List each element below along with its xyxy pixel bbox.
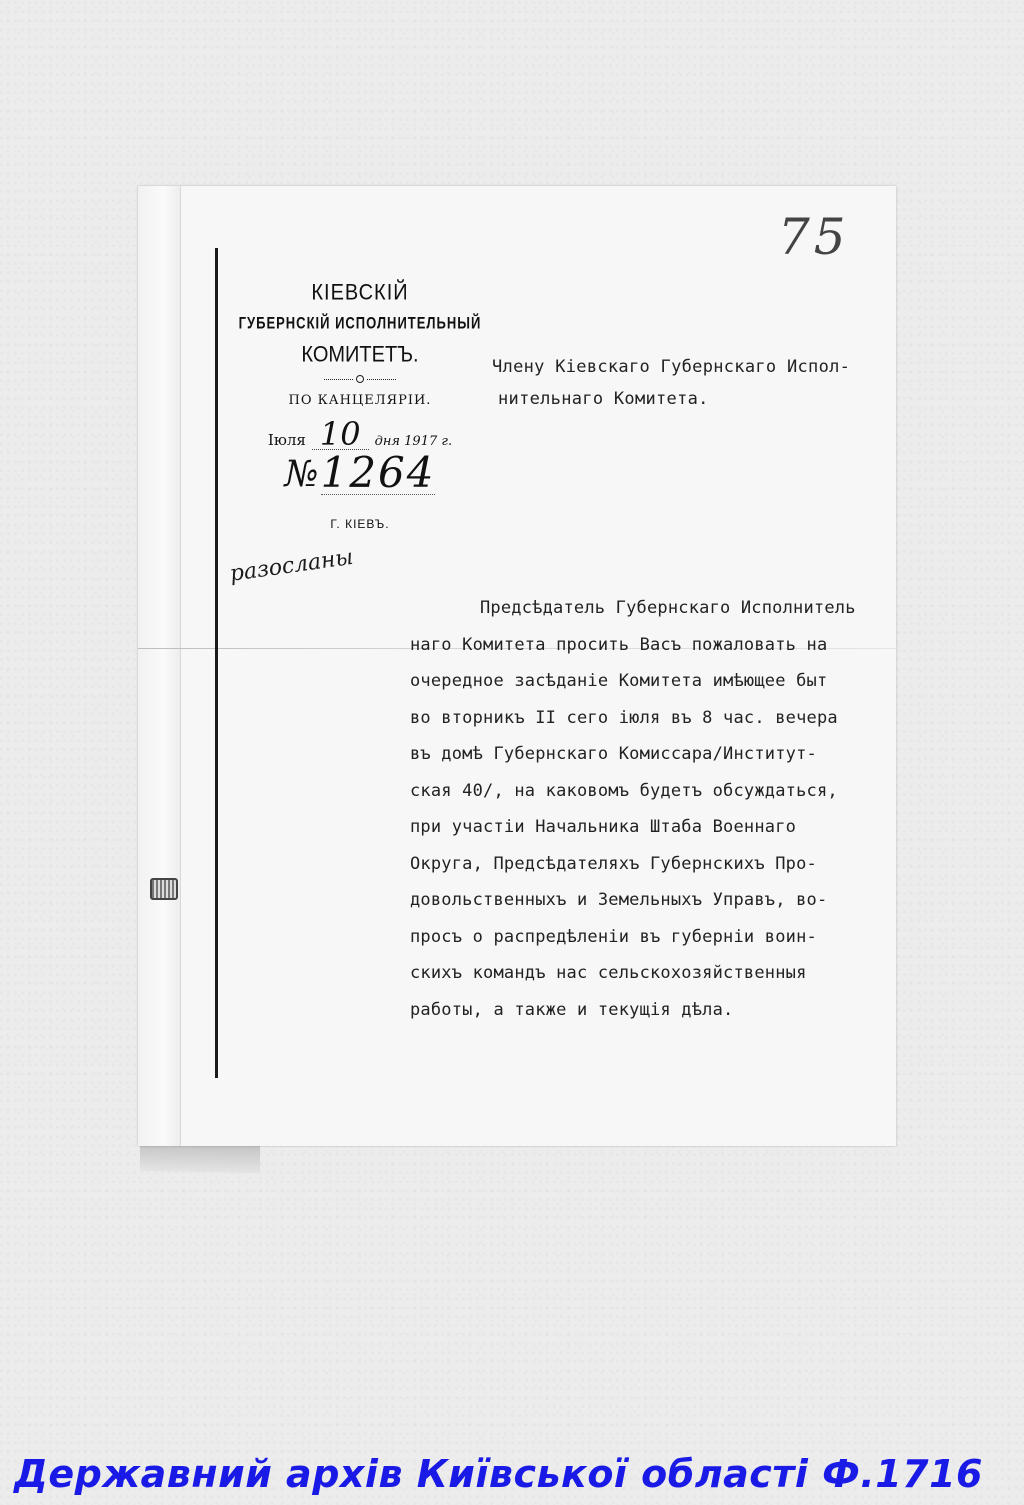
letterhead-department: ПО КАНЦЕЛЯРІИ. — [288, 393, 432, 408]
body-line: во вторникъ II сего іюля въ 8 час. вечера — [410, 707, 838, 728]
letterhead-title: КІЕВСКІЙ — [311, 280, 409, 306]
binding-fold — [138, 186, 181, 1146]
letterhead-date — [230, 415, 490, 453]
letterhead-number — [230, 447, 490, 497]
date-day: 10 — [312, 420, 369, 450]
addressee-line: Члену Кіевскаго Губернскаго Испол- — [492, 357, 851, 377]
body-line: Округа, Предсѣдателяхъ Губернскихъ Про- — [410, 853, 817, 874]
body-line: при участіи Начальника Штаба Военнаго — [410, 817, 797, 837]
number-sign: № — [284, 453, 319, 495]
letterhead — [230, 282, 490, 531]
body-line: ская 40/, на каковомъ будетъ обсуждаться, — [410, 780, 838, 801]
date-month: Іюля — [267, 431, 306, 449]
handwritten-note: разосланы — [228, 544, 355, 587]
body-line: въ домѣ Губернскаго Комиссара/Институт- — [410, 744, 817, 764]
body-line: довольственныхъ и Земельныхъ Управъ, во- — [410, 890, 828, 910]
body-line: наго Комитета просить Васъ пожаловать на — [410, 634, 828, 655]
document-sheet — [138, 186, 896, 1146]
body-line: Предсѣдатель Губернскаго Исполнитель — [480, 598, 856, 618]
letterhead-divider — [324, 375, 396, 383]
folio-number: 75 — [778, 208, 850, 266]
date-suffix: дня 1917 г. — [374, 434, 453, 449]
body-line: просъ о распредѣленіи въ губерніи воин- — [410, 926, 817, 947]
margin-rule — [215, 248, 218, 1078]
body-line: работы, а также и текущія дѣла. — [410, 999, 734, 1020]
addressee-block — [492, 351, 882, 415]
staple-icon — [150, 878, 178, 900]
body-line: очередное засѣданіе Комитета имѣющее быт — [410, 671, 828, 691]
addressee-line: нительнаго Комитета. — [498, 389, 709, 409]
archive-caption: Державний архів Київської області Ф.1716 — [14, 1452, 983, 1496]
outgoing-number: 1264 — [320, 447, 436, 497]
letterhead-subtitle: ГУБЕРНСКІЙ ИСПОЛНИТЕЛЬНЫЙ — [238, 312, 482, 333]
body-line: скихъ командъ нас сельскохозяйственныя — [410, 963, 807, 983]
letterhead-committee: КОМИТЕТЪ. — [301, 342, 419, 368]
letter-body — [410, 590, 896, 1028]
letterhead-city: Г. КІЕВЪ. — [330, 516, 390, 531]
